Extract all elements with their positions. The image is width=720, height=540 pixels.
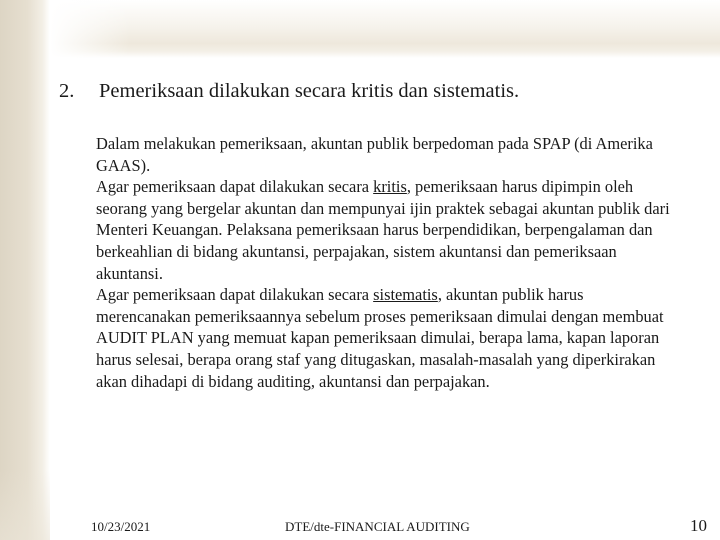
- decorative-top-bar-fade: [50, 0, 130, 58]
- paragraph-sistematis-rest: , akuntan publik harus merencanakan pemeriksaannya sebelum proses pemeriksaan dimulai dengan membuat AUDIT PLAN yang memuat kapan pemeriksaan dimulai, berapa lama, kapan laporan harus selesai, berapa orang staf yang ditugaskan, masalah-masalah yang diperkirakan akan dihadapi di bidang auditing, akuntansi dan perpajakan.: [96, 285, 664, 391]
- keyword-kritis: kritis: [373, 177, 407, 197]
- decorative-left-bar: [0, 0, 50, 540]
- paragraph-spap: Dalam melakukan pemeriksaan, akuntan publik berpedoman pada SPAP (di Amerika GAAS).: [96, 134, 653, 175]
- paragraph-sistematis-lead: Agar pemeriksaan dapat dilakukan secara: [96, 285, 374, 305]
- paragraph-sistematis: [96, 284, 676, 392]
- decorative-left-bar-shade: [0, 470, 50, 540]
- paragraph-kritis: [96, 176, 676, 284]
- decorative-top-bar: [50, 0, 720, 58]
- footer-date: 10/23/2021: [91, 519, 151, 534]
- paragraph-kritis-rest: , pemeriksaan harus dipimpin oleh seorang yang bergelar akuntan dan mempunyai ijin praktek sebagai akuntan publik dari Menteri Keuangan. Pelaksana pemeriksaan harus berpendidikan, berpengalaman dan berkeahlian di bidang akuntansi, perpajakan, sistem akuntansi dan pemeriksaan akuntansi.: [96, 177, 670, 283]
- slide-body: [96, 133, 676, 392]
- footer-title: DTE/dte-FINANCIAL AUDITING: [285, 519, 470, 534]
- title-number: 2.: [59, 80, 75, 102]
- page-number: 10: [690, 516, 707, 535]
- slide-title: [59, 78, 699, 104]
- paragraph-kritis-lead: Agar pemeriksaan dapat dilakukan secara: [96, 177, 374, 197]
- keyword-sistematis: sistematis: [373, 285, 438, 305]
- title-text: Pemeriksaan dilakukan secara kritis dan sistematis.: [99, 80, 520, 102]
